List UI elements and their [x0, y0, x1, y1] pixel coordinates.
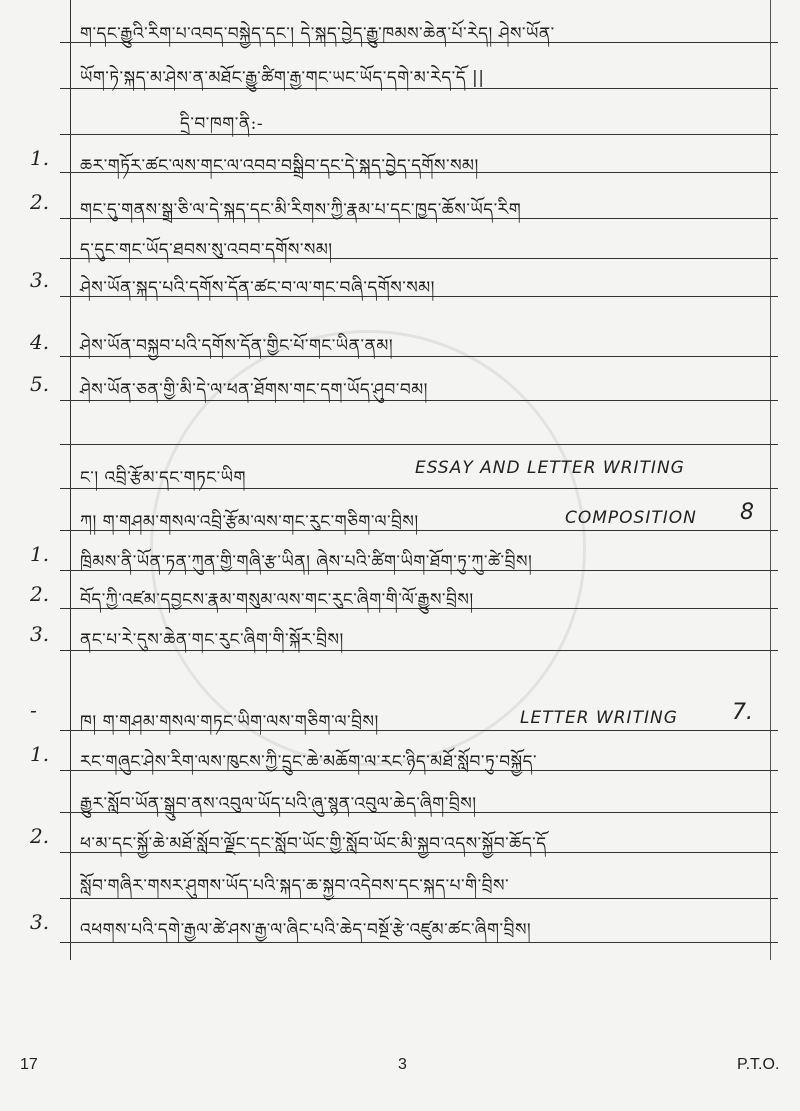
text-line: འཕགས་པའི་དགེ་རྒྱལ་ཚེ་ཤས་རྒྱ་ལ་ཞིང་པའི་ཆེད་བསྔོ་རྩེ་འཛུམ་ཚང་ཞིག་བྲིས།	[80, 920, 532, 940]
text-line: རྒྱུར་སློབ་ཡོན་སྒྲུབ་ནས་འབུལ་ཡོད་པའི་ཞུ་སྙན་འབུལ་ཆེད་ཞིག་བྲིས།	[80, 794, 477, 814]
question-number: 4.	[30, 330, 50, 354]
section-dash: -	[30, 698, 37, 722]
text-line: བོད་ཀྱི་འཛམ་དབྱངས་རྣམ་གསུམ་ལས་གང་རུང་ཞིག་གི་ལོ་རྒྱུས་བྲིས།	[80, 590, 474, 610]
text-line: ནང་པ་རེ་དུས་ཆེན་གང་རུང་ཞིག་གི་སྐོར་བྲིས།	[80, 630, 344, 650]
question-number: 1.	[30, 146, 50, 170]
letter-writing-label: LETTER WRITING	[520, 708, 678, 728]
question-number: 3.	[30, 622, 50, 646]
text-line: རང་གཞུང་ཤེས་རིག་ལས་ཁུངས་ཀྱི་དྲུང་ཆེ་མཆོག་ལ་རང་ཉིད་མཐོ་སློབ་ཏུ་བསྐྱོད་	[80, 752, 538, 772]
subsection-heading: ཁ། ག་གཤམ་གསལ་གཏང་ཡིག་ལས་གཅིག་ལ་བྲིས།	[80, 712, 379, 732]
text-line: ཡོག་ཏེ་སྐད་མ་ཤེས་ན་མཐོང་རྒྱུ་ཚིག་རྒྱ་གང་ཡང་ཡོད་དགེ་མ་རེད་དོ ||	[80, 68, 485, 88]
question-number: 5.	[30, 372, 50, 396]
question-number: 1.	[30, 742, 50, 766]
left-margin-rule	[70, 0, 71, 960]
text-line: ད་དུང་གང་ཡོད་ཐབས་སུ་འབབ་དགོས་སམ།	[80, 240, 333, 260]
pto-label: P.T.O.	[737, 1056, 780, 1073]
question-number: 2.	[30, 190, 50, 214]
text-line: གང་དུ་གནས་སྒྲ་ཅི་ལ་དེ་སྐད་དང་མི་རིགས་ཀྱི་རྣམ་པ་དང་ཁྱད་ཆོས་ཡོད་རིག	[80, 200, 522, 220]
text-line: ག་དང་རྒྱུའི་རིག་པ་འབད་བསྐྱེད་དང་། དེ་སྐད་བྱེད་རྒྱུ་ཁམས་ཆེན་པོ་རེད། ཤེས་ཡོན་	[80, 24, 555, 44]
question-number: 2.	[30, 824, 50, 848]
questions-heading: དྲི་བ་ཁག་ནི:-	[180, 114, 264, 134]
text-line: ཤེས་ཡོན་ཅན་གྱི་མི་དེ་ལ་ཕན་ཐོགས་གང་དག་ཡོད་ཤུབ་བམ།	[80, 380, 428, 400]
composition-marks: 8	[740, 500, 754, 525]
question-number: 2.	[30, 582, 50, 606]
text-line: སློབ་གཞིར་གསར་ཤུགས་ཡོད་པའི་སྐད་ཆ་སྐྱབ་འདེབས་དང་སྐད་པ་གི་བྲིས་	[80, 876, 510, 896]
text-line: ཕ་མ་དང་སྐྱོ་ཆེ་མཐོ་སློབ་ལྗོང་དང་སློབ་ཡོང་གྱི་སློབ་ཡོང་མི་སྐྱབ་འདས་སྐྱོབ་ཆོད་དོ	[80, 834, 547, 854]
question-number: 1.	[30, 542, 50, 566]
question-number: 3.	[30, 910, 50, 934]
rule-line	[60, 134, 778, 135]
question-number: 3.	[30, 268, 50, 292]
text-line: ཁྲིམས་ནི་ཡོན་ཏན་ཀུན་གྱི་གཞི་རྩ་ཡིན། ཞེས་པའི་ཚིག་ཡིག་ཐོག་ཏུ་ཀུ་ཚེ་བྲིས།	[80, 552, 533, 572]
rule-line	[60, 444, 778, 445]
text-line: ཤེས་ཡོན་བསྐྱབ་པའི་དགོས་དོན་གྱིང་པོ་གང་ཡིན་ནམ།	[80, 336, 394, 356]
right-margin-rule	[770, 0, 771, 960]
subsection-heading: ཀ། ག་གཤམ་གསལ་འབྲི་རྩོམ་ལས་གང་རུང་གཅིག་ལ་བྲིས།	[80, 512, 419, 532]
footer-code: 17	[20, 1056, 38, 1073]
page-number: 3	[398, 1056, 407, 1073]
letter-marks: 7.	[732, 700, 753, 725]
composition-label: COMPOSITION	[565, 508, 697, 528]
text-line: ཤེས་ཡོན་སྐད་པའི་དགོས་དོན་ཚང་བ་ལ་གང་བཞི་དགོས་སམ།	[80, 278, 435, 298]
essay-letter-heading: ESSAY AND LETTER WRITING	[415, 458, 685, 478]
text-line: ཆར་གཏོར་ཚང་ལས་གང་ལ་འབབ་བསྒྲིབ་དང་དེ་སྐད་བྱེད་དགོས་སམ།	[80, 156, 479, 176]
section-heading: ང་། འབྲི་རྩོམ་དང་གཏང་ཡིག	[80, 468, 246, 488]
